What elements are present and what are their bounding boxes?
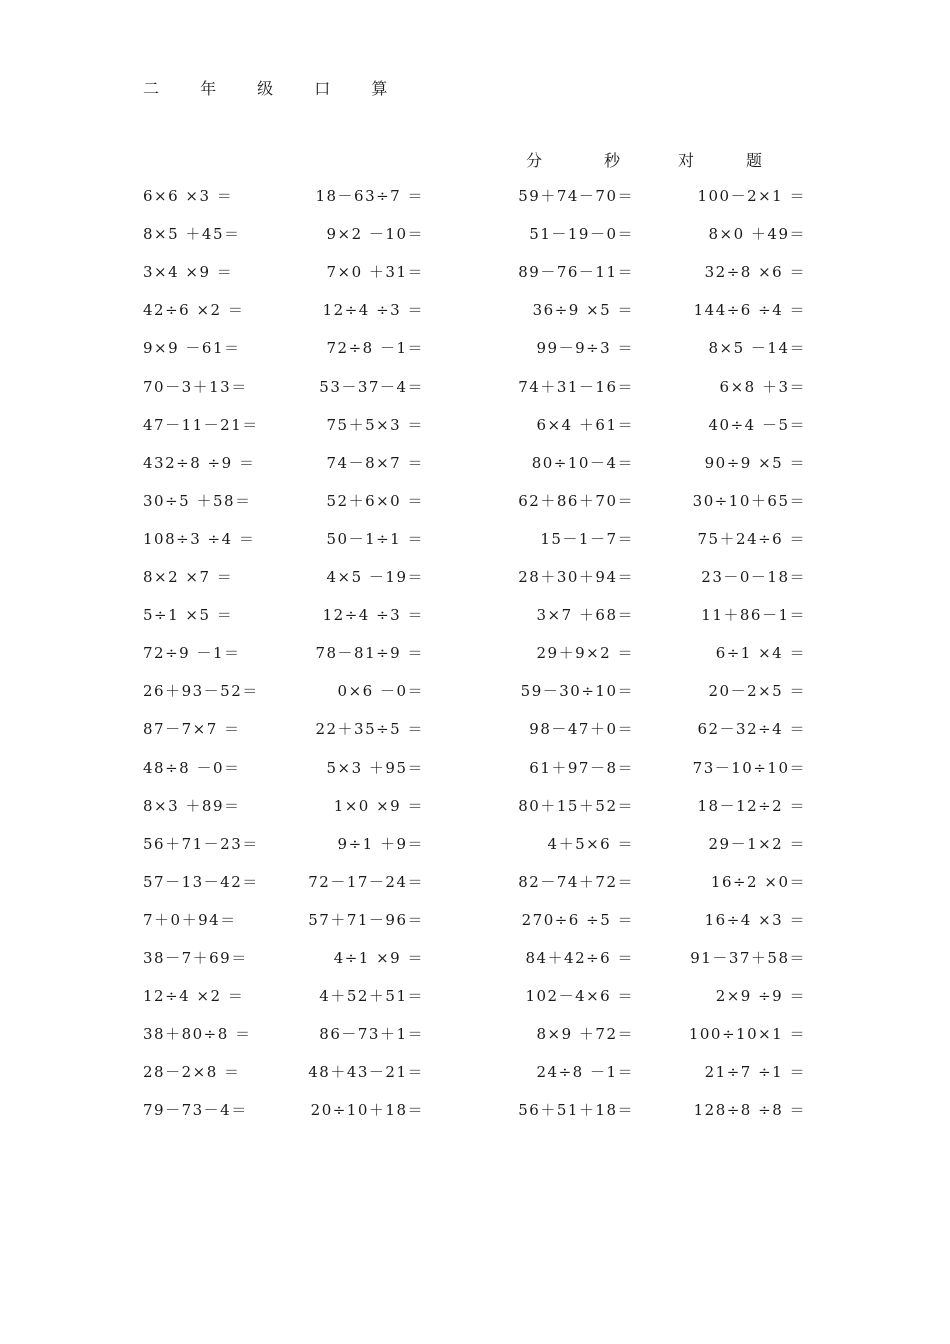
problem-r5-c3: 99－9÷3 ＝ xyxy=(536,339,634,358)
problem-r3-c3: 89－76－11＝ xyxy=(518,263,634,282)
questions-label: 题 xyxy=(746,151,763,170)
problem-r11-c2: 4×5 －19＝ xyxy=(326,568,424,586)
problem-r5-c2: 72÷8 －1＝ xyxy=(326,339,424,358)
problem-r22-c1: 12÷4 ×2 ＝ xyxy=(143,987,245,1006)
problem-r18-c1: 56＋71－23＝ xyxy=(143,834,259,853)
problem-r16-c4: 73－10÷10＝ xyxy=(692,758,806,777)
problem-r2-c3: 51－19－0＝ xyxy=(529,225,634,244)
problem-r7-c4: 40÷4 －5＝ xyxy=(708,415,806,434)
problem-r10-c3: 15－1－7＝ xyxy=(540,529,634,548)
problem-r8-c4: 90÷9 ×5 ＝ xyxy=(704,453,806,472)
problem-r2-c2: 9×2 －10＝ xyxy=(326,225,424,244)
problem-r2-c4: 8×0 ＋49＝ xyxy=(708,225,806,244)
problem-r6-c3: 74＋31－16＝ xyxy=(518,377,634,396)
problem-r8-c2: 74－8×7 ＝ xyxy=(326,453,424,472)
problem-r23-c1: 38＋80÷8 ＝ xyxy=(143,1025,252,1044)
problem-r21-c4: 91－37＋58＝ xyxy=(690,949,806,967)
problem-r18-c3: 4＋5×6 ＝ xyxy=(547,834,634,853)
problem-r18-c4: 29－1×2 ＝ xyxy=(708,834,806,853)
problem-r1-c2: 18－63÷7 ＝ xyxy=(315,187,424,205)
problem-r23-c3: 8×9 ＋72＝ xyxy=(536,1025,634,1044)
problem-r6-c2: 53－37－4＝ xyxy=(319,377,424,396)
problem-r6-c4: 6×8 ＋3＝ xyxy=(719,377,806,396)
problem-r22-c2: 4＋52＋51＝ xyxy=(319,987,424,1006)
problem-r14-c2: 0×6 －0＝ xyxy=(337,682,424,701)
problem-r13-c4: 6÷1 ×4 ＝ xyxy=(715,644,806,663)
problem-r11-c1: 8×2 ×7 ＝ xyxy=(143,568,234,586)
problem-r2-c1: 8×5 ＋45＝ xyxy=(143,225,241,244)
problem-r1-c1: 6×6 ×3 ＝ xyxy=(143,187,234,205)
problem-r21-c3: 84＋42÷6 ＝ xyxy=(525,949,634,967)
problem-r24-c4: 21÷7 ÷1 ＝ xyxy=(704,1063,806,1082)
problem-r20-c4: 16÷4 ×3 ＝ xyxy=(704,910,806,929)
problem-r20-c1: 7＋0＋94＝ xyxy=(143,910,237,929)
problem-r8-c1: 432÷8 ÷9 ＝ xyxy=(143,453,256,472)
problem-r19-c2: 72－17－24＝ xyxy=(308,872,424,891)
problem-r9-c3: 62＋86＋70＝ xyxy=(518,491,634,510)
problem-r21-c1: 38－7＋69＝ xyxy=(143,949,248,967)
problem-r9-c4: 30÷10＋65＝ xyxy=(692,491,806,510)
problem-r12-c1: 5÷1 ×5 ＝ xyxy=(143,606,234,625)
problem-r4-c2: 12÷4 ÷3 ＝ xyxy=(322,301,424,320)
seconds-label: 秒 xyxy=(604,151,621,170)
problem-r14-c1: 26＋93－52＝ xyxy=(143,682,259,701)
problem-r9-c1: 30÷5 ＋58＝ xyxy=(143,491,252,510)
problem-r16-c2: 5×3 ＋95＝ xyxy=(326,758,424,777)
problem-r13-c2: 78－81÷9 ＝ xyxy=(315,644,424,663)
problem-r15-c4: 62－32÷4 ＝ xyxy=(697,720,806,739)
problem-r3-c1: 3×4 ×9 ＝ xyxy=(143,263,234,282)
problem-r3-c2: 7×0 ＋31＝ xyxy=(326,263,424,282)
problem-r4-c1: 42÷6 ×2 ＝ xyxy=(143,301,245,320)
problem-r4-c4: 144÷6 ÷4 ＝ xyxy=(693,301,806,320)
problem-r25-c3: 56＋51＋18＝ xyxy=(518,1101,634,1120)
problem-r7-c2: 75＋5×3 ＝ xyxy=(326,415,424,434)
problem-r17-c4: 18－12÷2 ＝ xyxy=(697,796,806,815)
problem-r24-c1: 28－2×8 ＝ xyxy=(143,1063,241,1082)
problem-r13-c1: 72÷9 －1＝ xyxy=(143,644,241,663)
problem-r10-c2: 50－1÷1 ＝ xyxy=(326,529,424,548)
problem-r7-c1: 47－11－21＝ xyxy=(143,415,259,434)
problem-r5-c1: 9×9 －61＝ xyxy=(143,339,241,358)
problem-r17-c1: 8×3 ＋89＝ xyxy=(143,796,241,815)
problem-r25-c2: 20÷10＋18＝ xyxy=(310,1101,424,1120)
problem-r14-c4: 20－2×5 ＝ xyxy=(708,682,806,701)
problem-r19-c4: 16÷2 ×0＝ xyxy=(710,872,806,891)
problem-r25-c1: 79－73－4＝ xyxy=(143,1101,248,1120)
correct-label: 对 xyxy=(678,151,695,170)
problem-r10-c4: 75＋24÷6 ＝ xyxy=(697,529,806,548)
problem-r4-c3: 36÷9 ×5 ＝ xyxy=(532,301,634,320)
problem-r14-c3: 59－30÷10＝ xyxy=(520,682,634,701)
problem-r22-c4: 2×9 ÷9 ＝ xyxy=(715,987,806,1006)
problem-r9-c2: 52＋6×0 ＝ xyxy=(326,491,424,510)
problem-r19-c1: 57－13－42＝ xyxy=(143,872,259,891)
problem-r15-c3: 98－47＋0＝ xyxy=(529,720,634,739)
problem-r6-c1: 70－3＋13＝ xyxy=(143,377,248,396)
problem-r15-c1: 87－7×7 ＝ xyxy=(143,720,241,739)
problem-r16-c1: 48÷8 －0＝ xyxy=(143,758,241,777)
problem-r16-c3: 61＋97－8＝ xyxy=(529,758,634,777)
problem-r24-c3: 24÷8 －1＝ xyxy=(536,1063,634,1082)
problem-r23-c4: 100÷10×1 ＝ xyxy=(688,1025,806,1044)
problem-r5-c4: 8×5 －14＝ xyxy=(708,339,806,358)
problem-r1-c3: 59＋74－70＝ xyxy=(518,187,634,205)
problem-r8-c3: 80÷10－4＝ xyxy=(531,453,634,472)
problem-r20-c2: 57＋71－96＝ xyxy=(308,910,424,929)
problem-r24-c2: 48＋43－21＝ xyxy=(308,1063,424,1082)
problem-r7-c3: 6×4 ＋61＝ xyxy=(536,415,634,434)
problem-r11-c4: 23－0－18＝ xyxy=(701,568,806,586)
problem-r22-c3: 102－4×6 ＝ xyxy=(525,987,634,1006)
problem-r21-c2: 4÷1 ×9 ＝ xyxy=(333,949,424,967)
problem-r12-c4: 11＋86－1＝ xyxy=(701,606,806,625)
problem-r13-c3: 29＋9×2 ＝ xyxy=(536,644,634,663)
problem-r19-c3: 82－74＋72＝ xyxy=(518,872,634,891)
problem-r12-c2: 12÷4 ÷3 ＝ xyxy=(322,606,424,625)
problem-r15-c2: 22＋35÷5 ＝ xyxy=(315,720,424,739)
page-title: 二 年 级 口 算 xyxy=(143,79,406,98)
problem-r12-c3: 3×7 ＋68＝ xyxy=(536,606,634,625)
problem-r25-c4: 128÷8 ÷8 ＝ xyxy=(693,1101,806,1120)
problem-r10-c1: 108÷3 ÷4 ＝ xyxy=(143,529,256,548)
problem-r17-c2: 1×0 ×9 ＝ xyxy=(333,796,424,815)
problem-r1-c4: 100－2×1 ＝ xyxy=(697,187,806,205)
minutes-label: 分 xyxy=(526,151,543,170)
problem-r11-c3: 28＋30＋94＝ xyxy=(518,568,634,586)
problem-r18-c2: 9÷1 ＋9＝ xyxy=(337,834,424,853)
problem-r3-c4: 32÷8 ×6 ＝ xyxy=(704,263,806,282)
problem-r20-c3: 270÷6 ÷5 ＝ xyxy=(521,910,634,929)
problem-r17-c3: 80＋15＋52＝ xyxy=(518,796,634,815)
problem-r23-c2: 86－73＋1＝ xyxy=(319,1025,424,1044)
